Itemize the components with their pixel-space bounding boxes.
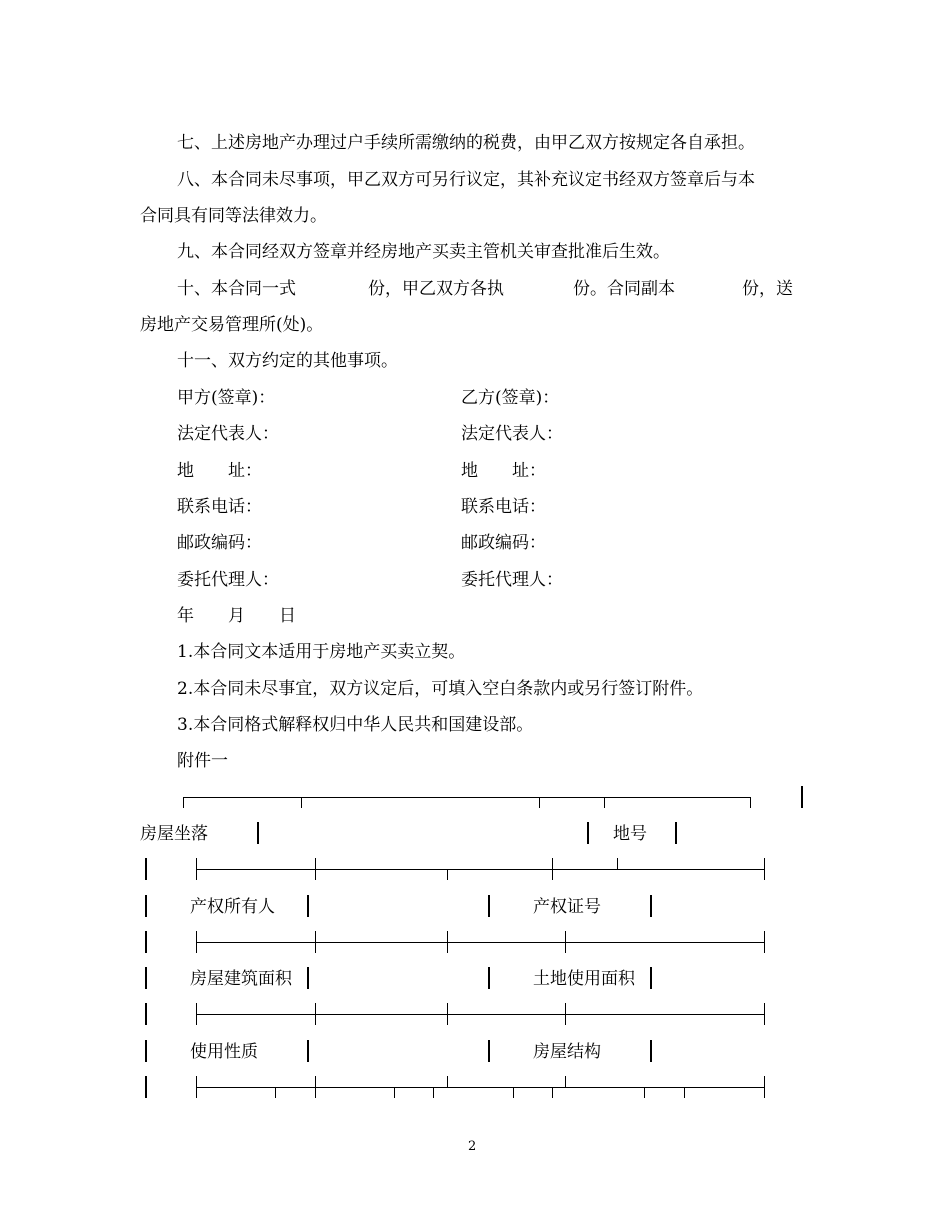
table-tick	[565, 1076, 566, 1087]
table-tick	[275, 1087, 276, 1098]
clause-7: 七、上述房地产办理过户手续所需缴纳的税费，由甲乙双方按规定各自承担。	[177, 133, 755, 153]
table-tick	[447, 869, 448, 880]
table-border	[675, 822, 677, 844]
table-tick	[764, 858, 765, 880]
table-border	[145, 1040, 147, 1062]
party-a-address-label: 地 址：	[177, 461, 262, 481]
table-tick	[196, 1003, 197, 1025]
cell-use-nature: 使用性质	[190, 1042, 258, 1062]
clause-10-part-3: 份。合同副本	[573, 279, 675, 299]
table-border	[801, 786, 803, 808]
table-tick	[183, 797, 184, 808]
table-tick	[447, 1076, 448, 1087]
clause-10-line-2: 房地产交易管理所(处)。	[140, 315, 324, 335]
table-rule	[196, 1014, 764, 1015]
table-tick	[394, 1087, 395, 1098]
table-tick	[552, 858, 553, 880]
table-tick	[552, 1087, 553, 1098]
table-tick	[196, 931, 197, 953]
cell-house-structure: 房屋结构	[533, 1042, 601, 1062]
clause-10-part-4: 份，送	[742, 279, 793, 299]
party-a-agent-label: 委托代理人：	[177, 570, 279, 590]
table-tick	[301, 797, 302, 808]
table-tick	[750, 797, 751, 808]
table-tick	[315, 858, 316, 880]
party-a-legal-rep-label: 法定代表人：	[177, 424, 279, 444]
table-tick	[604, 797, 605, 808]
table-border	[587, 822, 589, 844]
table-tick	[315, 1076, 316, 1098]
table-border	[488, 895, 490, 917]
party-a-phone-label: 联系电话：	[177, 497, 262, 517]
note-1: 1.本合同文本适用于房地产买卖立契。	[177, 642, 466, 662]
table-tick	[315, 931, 316, 953]
party-b-agent-label: 委托代理人：	[461, 570, 563, 590]
table-rule	[196, 1087, 764, 1088]
table-rule	[183, 797, 750, 798]
attachment-title: 附件一	[177, 751, 228, 771]
cell-house-location: 房屋坐落	[140, 824, 208, 844]
table-tick	[196, 1076, 197, 1098]
table-border	[145, 895, 147, 917]
cell-lot-number: 地号	[613, 824, 647, 844]
page-number: 2	[468, 1139, 477, 1154]
party-a-seal-label: 甲方(签章)：	[177, 388, 276, 408]
note-2: 2.本合同未尽事宜，双方议定后，可填入空白条款内或另行签订附件。	[177, 679, 704, 699]
clause-11: 十一、双方约定的其他事项。	[177, 351, 398, 371]
clause-8-line-2: 合同具有同等法律效力。	[140, 206, 327, 226]
table-tick	[513, 1087, 514, 1098]
table-tick	[539, 797, 540, 808]
party-a-postcode-label: 邮政编码：	[177, 533, 262, 553]
party-b-seal-label: 乙方(签章)：	[461, 388, 560, 408]
clause-10-part-2: 份，甲乙双方各执	[368, 279, 504, 299]
table-border	[145, 858, 147, 880]
clause-10-part-1: 十、本合同一式	[177, 279, 296, 299]
table-tick	[764, 1003, 765, 1025]
table-border	[145, 1003, 147, 1025]
table-border	[257, 822, 259, 844]
table-tick	[565, 931, 566, 953]
cell-land-use-area: 土地使用面积	[533, 969, 635, 989]
table-tick	[196, 858, 197, 880]
table-tick	[684, 1087, 685, 1098]
table-tick	[565, 1003, 566, 1025]
table-tick	[433, 1087, 434, 1098]
table-tick	[764, 931, 765, 953]
table-border	[307, 1040, 309, 1062]
table-border	[307, 895, 309, 917]
cell-title-certificate-number: 产权证号	[533, 897, 601, 917]
clause-8-line-1: 八、本合同未尽事项，甲乙双方可另行议定，其补充议定书经双方签章后与本	[177, 170, 755, 190]
party-b-phone-label: 联系电话：	[461, 497, 546, 517]
date-line: 年 月 日	[177, 606, 296, 626]
party-b-legal-rep-label: 法定代表人：	[461, 424, 563, 444]
cell-building-area: 房屋建筑面积	[190, 969, 292, 989]
cell-property-owner: 产权所有人	[190, 897, 275, 917]
table-border	[145, 967, 147, 989]
table-tick	[764, 1076, 765, 1098]
table-border	[488, 1040, 490, 1062]
table-rule	[196, 942, 764, 943]
table-border	[488, 967, 490, 989]
table-tick	[447, 1003, 448, 1025]
table-tick	[644, 1087, 645, 1098]
table-tick	[315, 1003, 316, 1025]
table-tick	[617, 858, 618, 869]
table-border	[650, 1040, 652, 1062]
note-3: 3.本合同格式解释权归中华人民共和国建设部。	[177, 715, 534, 735]
clause-9: 九、本合同经双方签章并经房地产买卖主管机关审查批准后生效。	[177, 242, 670, 262]
table-border	[145, 931, 147, 953]
table-rule	[196, 869, 764, 870]
party-b-address-label: 地 址：	[461, 461, 546, 481]
table-tick	[447, 931, 448, 953]
table-border	[650, 895, 652, 917]
table-border	[650, 967, 652, 989]
table-border	[145, 1076, 147, 1098]
table-border	[307, 967, 309, 989]
party-b-postcode-label: 邮政编码：	[461, 533, 546, 553]
